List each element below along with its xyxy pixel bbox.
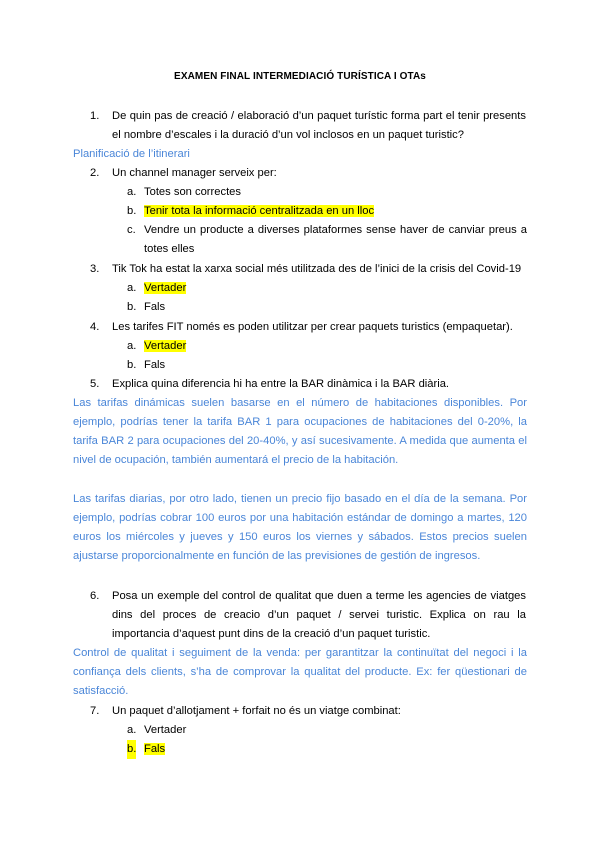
option-letter: a. (127, 282, 137, 294)
question-text: Tik Tok ha estat la xarxa social més utilitzada des de l’inici de la crisis del Covid-19 (112, 263, 522, 275)
option-4b (127, 356, 527, 375)
option-letter: b. (127, 301, 137, 313)
option-letter: a. (127, 186, 137, 198)
question-number: 4. (90, 321, 100, 333)
option-text-highlighted: Vertader (144, 282, 187, 294)
option-letter: b. (127, 740, 136, 759)
question-number: 3. (90, 263, 100, 275)
question-3 (90, 260, 526, 279)
option-text-highlighted: Vertader (144, 340, 187, 352)
question-5 (90, 375, 526, 394)
question-number: 5. (90, 378, 100, 390)
option-text: Totes son correctes (144, 186, 241, 198)
option-3a (127, 279, 527, 298)
question-1 (90, 107, 526, 145)
question-2 (90, 164, 526, 183)
option-3b (127, 298, 527, 317)
question-number: 1. (90, 110, 100, 122)
option-7b (127, 740, 527, 759)
answer-5-paragraph-2: Las tarifas diarias, por otro lado, tienen un precio fijo basado en el día de la semana. Por ejemplo, podrías cobrar 100 euros por una habitación estándar de domingo a martes, 120 euros los miércoles y jueves y 150 euros los viernes y sábados. Estos precios suelen ajustarse proporcionalmente en función de las previsiones de gestión de ingresos. (73, 493, 527, 562)
question-number: 6. (90, 590, 100, 602)
question-number: 2. (90, 167, 100, 179)
option-text: Vertader (144, 724, 187, 736)
option-text: Vendre un producte a diverses plataformes sense haver de canviar preus a totes elles (144, 224, 527, 255)
question-text: Explica quina diferencia hi ha entre la BAR dinàmica i la BAR diària. (112, 378, 450, 390)
option-letter: b. (127, 359, 137, 371)
option-7a (127, 721, 527, 740)
option-2b (127, 202, 527, 221)
question-text: Un channel manager serveix per: (112, 167, 277, 179)
option-text-highlighted: Tenir tota la informació centralitzada en un lloc (144, 205, 375, 217)
option-letter: a. (127, 724, 137, 736)
question-text: Posa un exemple del control de qualitat que duen a terme les agencies de viatges dins del proces de creacio d’un paquet / servei turistic. Explica on rau la importancia d’aquest punt dins de la creació d’un paquet turistic. (112, 590, 526, 640)
option-letter: a. (127, 340, 137, 352)
answer-5-paragraph-1: Las tarifas dinámicas suelen basarse en el número de habitaciones disponibles. Por ejemplo, podrías tener la tarifa BAR 1 para ocupaciones de habitaciones del 0-20%, la tarifa BAR 2 para ocupaciones del 20-40%, y así sucesivamente. A medida que aumenta el nivel de ocupación, también aumentará el precio de la habitación. (73, 397, 527, 466)
option-4a (127, 337, 527, 356)
question-text: Les tarifes FIT només es poden utilitzar per crear paquets turistics (empaquetar). (112, 321, 513, 333)
option-letter: c. (127, 224, 136, 236)
option-letter: b. (127, 205, 137, 217)
option-2c (127, 221, 527, 259)
answer-6: Control de qualitat i seguiment de la venda: per garantitzar la continuïtat del negoci i la confiança dels clients, s’ha de comprovar la qualitat del producte. Ex: fer qüestionari de satisfacció. (73, 647, 527, 697)
question-text: De quin pas de creació / elaboració d’un paquet turístic forma part el tenir presents el nombre d’escales i la duració d’un vol inclosos en un paquet turistic? (112, 110, 526, 141)
page-title: EXAMEN FINAL INTERMEDIACIÓ TURÍSTICA I OTAs (174, 71, 426, 82)
option-text: Fals (144, 301, 166, 313)
question-text: Un paquet d’allotjament + forfait no és un viatge combinat: (112, 705, 401, 717)
answer-1: Planificació de l’itinerari (73, 148, 190, 160)
question-6 (90, 587, 526, 644)
option-text: Fals (144, 359, 166, 371)
question-number: 7. (90, 705, 100, 717)
question-4 (90, 318, 526, 337)
question-7 (90, 702, 526, 721)
option-2a (127, 183, 527, 202)
option-text-highlighted: Fals (144, 743, 166, 755)
